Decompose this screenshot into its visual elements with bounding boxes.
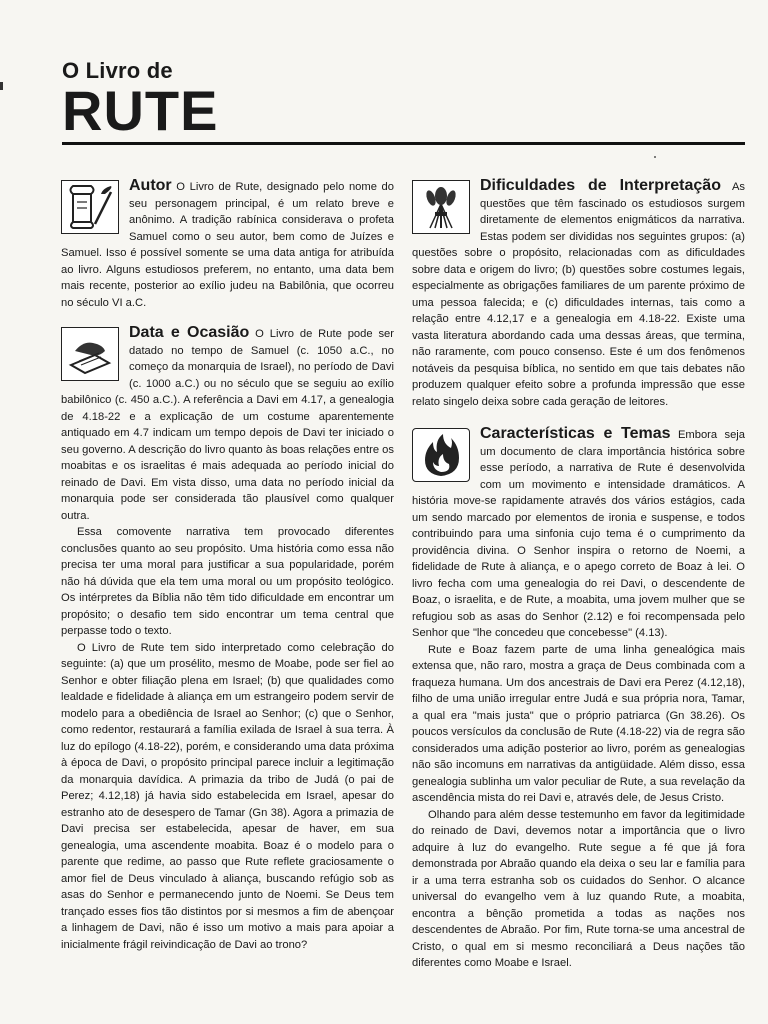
left-column (61, 178, 394, 967)
paragraph-interpretacao: O Livro de Rute tem sido interpretado como celebração do seguinte: (a) que um prosélito, mesmo de Moabe, pode ser fiel ao Senhor e obter filiação plena em Israel; (b) que qualidades como lealdade e fidelidade à aliança em um estrangeiro podem servir de modelo para a obediência de Israel ao Senhor; (c) que o Senhor, como redentor, restaurará a família exilada de Israel à sua terra. À luz do epílogo (4.18-22), porém, e considerando uma data próxima à época de Davi, o propósito principal parece incluir a legitimação da monarquia davídica. A primazia da tribo de Judá (o pai de Perez; 4.12,18) já havia sido estabelecida em Israel, apesar do estranho ato de desespero de Tamar (Gn 38). Agora a primazia de Davi precisa ser estabelecida, apesar de haver, em sua genealogia, uma ascendente moabita. Boaz é o modelo para o parente que redime, ao passo que Rute reflete graciosamente o amor fiel de Deus vinculado à aliança, buscando refúgio sob as asas do Senhor e permanecendo junto de Noemi. Se Deus tem trançado esses fios tão distintos por si mesmos a fim de abençoar a linhagem de Davi, não é isso um motivo a mais para apoiar a inicialmente frágil reivindicação de Davi ao trono? (61, 641, 394, 951)
section-text-caracteristicas: Embora seja um documento de clara importância histórica sobre esse período, a narrativa de Rute é desenvolvida com um movimento e intensidade dramáticos. A história move-se rapidamente através dos vários estágios, cada um sendo marcado por elementos de ironia e suspense, e todos contribuindo para uma sinfonia cujo tema é o cumprimento da providência divina. O Senhor inspira o retorno de Noemi, a fidelidade de Rute à aliança, e o apego correto de Boaz à lei. O livro fecha com uma genealogia do rei Davi, o descendente de Boaz, o israelita, e de Rute, a moabita, uma jovem mulher que se refugiou sob as asas do Senhor (2.12) e foi recompensada pelo Senhor que "lhe concedeu que concebesse" (4.13). (412, 429, 745, 639)
page-title: RUTE (62, 79, 219, 142)
writing-hand-icon (61, 327, 119, 381)
paragraph-evangelho: Olhando para além desse testemunho em favor da legitimidade do reinado de Davi, devemos notar a importância que o livro adquire à luz do evangelho. Rute segue a fé que já fora demonstrada por Abraão quando ela deixa o seu lar e família para ir a uma terra estranha sob os cuidados do Senhor. O alcance universal do evangelho vem à luz quando Rute, a moabita, encontra a bênção prometida a todas as nações nos descendentes de Abraão. Por fim, Rute torna-se uma ancestral de Cristo, o qual em si mesmo reconciliará a Deus nações tão diferentes como Moabe e Israel. (412, 808, 745, 969)
section-title-caracteristicas: Características e Temas (480, 425, 671, 442)
wheat-sheaf-icon (412, 180, 470, 234)
page-header (62, 58, 752, 142)
speck (654, 156, 656, 158)
section-dificuldades (412, 178, 745, 410)
section-title-autor: Autor (129, 177, 172, 194)
section-title-data: Data e Ocasião (129, 324, 250, 341)
scroll-quill-icon (61, 180, 119, 234)
paragraph-proposito: Essa comovente narrativa tem provocado diferentes conclusões quanto ao seu propósito. Uma história como essa não precisa ter uma moral para justificar a sua popularidade, porém não há dúvida que ela tem uma moral ou um propósito teológico. Os intérpretes da Bíblia não têm tido dificuldade em encontrar um propósito; o desafio tem sido encontrar um tema central que perpasse todo o texto. (61, 526, 394, 637)
right-column (412, 178, 745, 988)
section-text-data: O Livro de Rute pode ser datado no tempo de Samuel (c. 1050 a.C., no começo da monarquia de Israel), no período de Davi (c. 1000 a.C.) ou no século que se seguiu ao exílio babilônico (c. 450 a.C.). A referência a Davi em 4.17, a genealogia de 4.18-22 e a explicação de um costume aparentemente antiquado em 4.7 indicam um tempo depois de Davi ter iniciado o seu governo. A descrição do livro quanto às boas relações entre os moabitas e os israelitas é mais adequada ao período inicial do reinado de Davi. Em vista disso, uma data no período inicial da monarquia pode ser considerada tão plausível como qualquer outra. (61, 328, 395, 522)
section-data-ocasiao (61, 325, 394, 953)
page-edge-mark (0, 82, 3, 90)
section-text-autor: O Livro de Rute, designado pelo nome do seu personagem principal, é um relato breve e anônimo. A tradição rabínica considerava o profeta Samuel como o seu autor, bem como de Juízes e Samuel. Isso é possível somente se uma data antiga for atribuída ao livro. Alguns estudiosos preferem, no entanto, uma data bem mais recente, posterior ao exílio judeu na Babilônia, que ocorreu no século VI a.C. (61, 181, 394, 309)
title-rule (62, 142, 745, 145)
section-autor (61, 178, 394, 311)
flame-icon (412, 428, 470, 482)
page-kicker: O Livro de (62, 58, 173, 83)
section-title-dificuldades: Dificuldades de Interpretação (480, 177, 721, 194)
section-text-dificuldades: As questões que têm fascinado os estudiosos surgem diretamente de elementos enigmáticos da narrativa. Estas podem ser divididas nos seguintes grupos: (a) questões sobre o propósito, relacionadas com as dificuldades sobre data e origem do livro; (b) questões sobre costumes legais, especialmente as obrigações familiares de um parente próximo de uma pessoa falecida; e (c) dificuldades internas, tais como a relação entre 4.12,17 e a genealogia em 4.18-22. Existe uma vasta literatura abordando cada uma dessas áreas, que termina, não raramente, com pouco consenso. Este é um dos fenômenos notáveis da pesquisa bíblica, no sentido em que tais debates não produzem qualquer efeito sobre a profunda impressão que esse relato singelo deixa sobre cada geração de leitores. (412, 181, 745, 408)
section-caracteristicas (412, 426, 745, 972)
paragraph-genealogia: Rute e Boaz fazem parte de uma linha genealógica mais extensa que, não raro, mostra a graça de Deus combinada com a fraqueza humana. Um dos ancestrais de Davi era Perez (4.12,18), filho de uma união irregular entre Judá e sua própria nora, Tamar, a qual era "mais justa" que o próprio patriarca (Gn 38.26). Os poucos versículos da conclusão de Rute (4.18-22) via de regra são considerados uma adição posterior ao livro, porém as genealogias não são incomuns em narrativas da antigüidade. Além disso, essa genealogia sublinha um valor peculiar de Rute, a sua revelação da ascendência mista do rei Davi e, através dele, de Jesus Cristo. (412, 643, 745, 804)
